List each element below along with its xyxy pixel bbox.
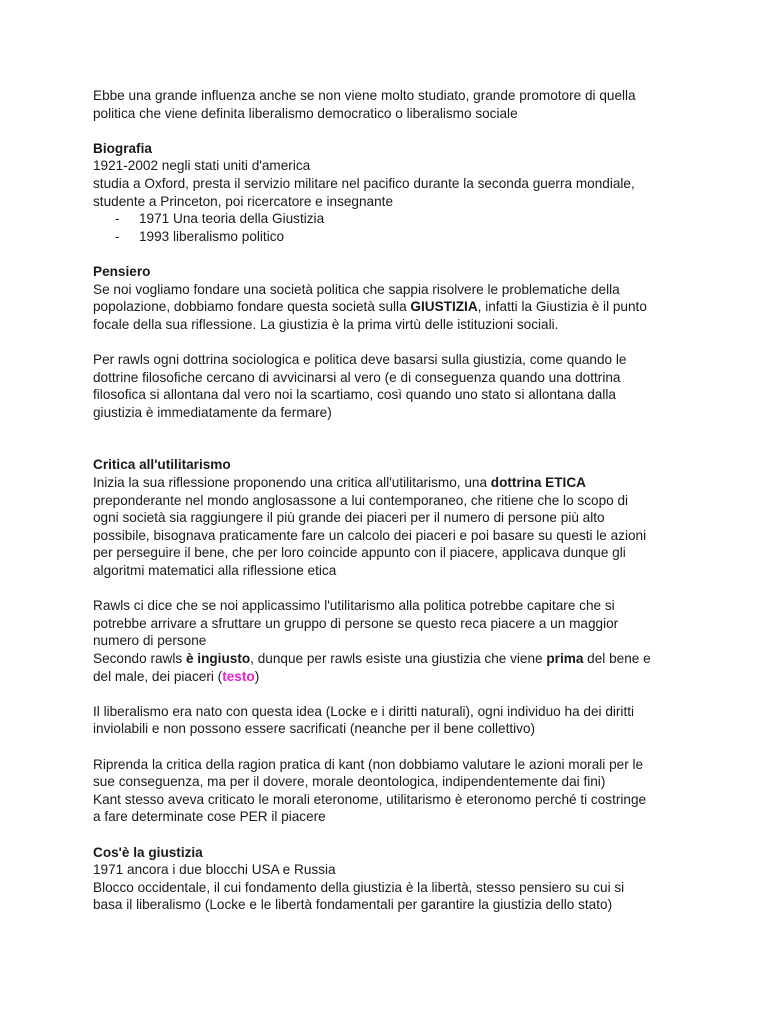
critica-line: algoritmi matematici alla riflessione etica	[93, 563, 337, 579]
critica-line: Riprenda la critica della ragion pratica di kant (non dobbiamo valutare le azioni morali per le	[93, 756, 644, 772]
pensiero-line: dottrine filosofiche cercano di avvicinarsi al vero (e di conseguenza quando una dottrina	[93, 369, 621, 385]
list-item: - 1993 liberalismo politico	[115, 228, 285, 244]
bold-giustizia: GIUSTIZIA	[410, 299, 478, 315]
critica-line: potrebbe arrivare a sfruttare un gruppo di persone se questo reca piacere a un maggior	[93, 615, 619, 631]
bold-e-ingiusto: è ingiusto	[185, 651, 251, 666]
critica-line: preponderante nel mondo anglosassone a lui contemporaneo, che ritiene che lo scopo di	[93, 492, 629, 508]
pensiero-line: focale della sua riflessione. La giustizia è la prima virtù delle istituzioni sociali.	[93, 316, 559, 332]
bold-prima: prima	[546, 651, 584, 666]
heading-biografia: Biografia	[93, 140, 152, 156]
heading-pensiero: Pensiero	[93, 263, 151, 279]
bold-dottrina-etica: dottrina ETICA	[490, 475, 586, 491]
critica-line: sue conseguenza, ma per il dovere, morale deontologica, indipendentemente dai fini)	[93, 774, 606, 790]
critica-line: numero di persone	[93, 633, 207, 649]
dash-bullet: -	[115, 228, 120, 244]
document-page	[93, 87, 693, 914]
pensiero-line: Se noi vogliamo fondare una società politica che sappia risolvere le problematiche della	[93, 281, 620, 297]
critica-line: Kant stesso aveva criticato le morali eteronome, utilitarismo è eteronomo perché ti costringe	[93, 791, 647, 807]
pensiero-line: giustizia è immediatamente da fermare)	[93, 404, 332, 420]
giustizia-line-1: 1971 ancora i due blocchi USA e Russia	[93, 862, 336, 878]
intro-line-1: Ebbe una grande influenza anche se non viene molto studiato, grande promotore di quella	[93, 88, 636, 103]
giustizia-line-2: Blocco occidentale, il cui fondamento della giustizia è la libertà, stesso pensiero su cui si	[93, 879, 625, 895]
critica-line: Il liberalismo era nato con questa idea (Locke e i diritti naturali), ogni individuo ha dei diritti	[93, 703, 635, 719]
critica-line: del male, dei piaceri (testo)	[93, 668, 260, 684]
intro-line-2: politica che viene definita liberalismo democratico o liberalismo sociale	[93, 105, 518, 121]
pensiero-line: Per rawls ogni dottrina sociologica e politica deve basarsi sulla giustizia, come quando le	[93, 351, 627, 367]
biografia-line-1: 1921-2002 negli stati uniti d'america	[93, 158, 311, 174]
biografia-list	[93, 210, 693, 245]
critica-line: possibile, bisognava praticamente fare un calcolo dei piaceri e poi basare su questi le azioni	[93, 527, 647, 543]
critica-line: Secondo rawls è ingiusto, dunque per rawls esiste una giustizia che viene prima del bene e	[93, 651, 651, 666]
biografia-line-3: studente a Princeton, poi ricercatore e insegnante	[93, 193, 394, 209]
heading-giustizia: Cos'è la giustizia	[93, 844, 203, 860]
pensiero-line: filosofica si allontana dal vero noi la scartiamo, così quando uno stato si allontana dalla	[93, 387, 616, 403]
critica-line: inviolabili e non possono essere sacrificati (neanche per il bene collettivo)	[93, 721, 536, 737]
critica-line: Inizia la sua riflessione proponendo una critica all'utilitarismo, una dottrina ETICA	[93, 475, 586, 491]
critica-line: Rawls ci dice che se noi applicassimo l'utilitarismo alla politica potrebbe capitare che si	[93, 598, 615, 614]
critica-line: ogni società sia raggiungere il più grande dei piaceri per il numero di persone più alto	[93, 510, 605, 526]
critica-line: a fare determinate cose PER il piacere	[93, 809, 326, 825]
testo-highlight: testo	[222, 668, 255, 684]
critica-line: per perseguire il bene, che per loro coincide appunto con il piacere, applicava dunque gli	[93, 545, 626, 561]
biografia-line-2: studia a Oxford, presta il servizio militare nel pacifico durante la seconda guerra mondiale,	[93, 175, 635, 191]
list-item: - 1971 Una teoria della Giustizia	[115, 211, 325, 227]
giustizia-line-3: basa il liberalismo (Locke e le libertà fondamentali per garantire la giustizia dello stato)	[93, 897, 613, 913]
pensiero-line: popolazione, dobbiamo fondare questa società sulla GIUSTIZIA, infatti la Giustizia è il punto	[93, 299, 647, 315]
heading-critica: Critica all'utilitarismo	[93, 457, 231, 473]
dash-bullet: -	[115, 211, 120, 227]
